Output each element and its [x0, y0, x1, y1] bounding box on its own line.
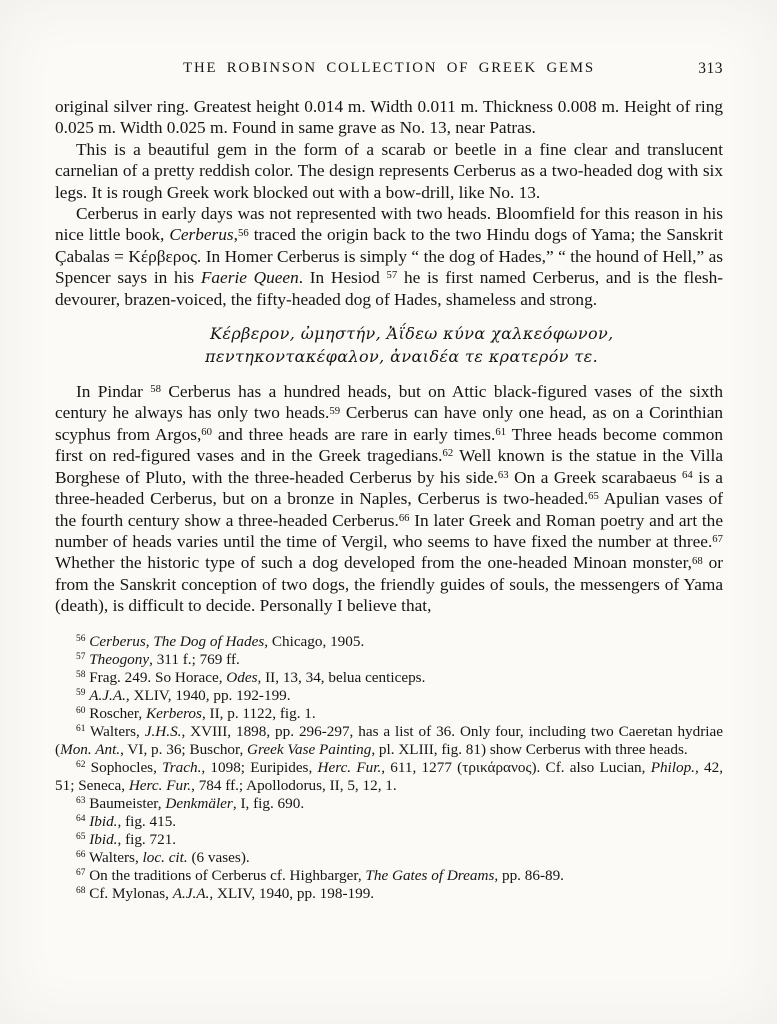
footnote-ref: 66 — [398, 511, 410, 524]
greek-quote-line: πεντηκοντακέφαλον, ἀναιδέα τε κρατερόν τε. — [205, 346, 599, 366]
text-run: or from the Sanskrit conception of two dogs, the friendly guides of souls, the messengers of Yama (death), is difficult to decide. Personally I believe that, — [55, 553, 723, 616]
text-run: Cf. Mylonas, — [89, 884, 173, 902]
footnote — [55, 723, 723, 759]
italic-text: J.H.S. — [144, 722, 182, 740]
text-run: On the traditions of Cerberus cf. Highbarger, — [89, 866, 366, 884]
italic-text: Theogony — [89, 650, 150, 668]
footnote-ref: 56 — [237, 226, 249, 239]
text-run: , 611, 1277 (τρικάρανος). Cf. also Lucian, — [381, 758, 651, 776]
italic-text: Ibid. — [89, 812, 118, 830]
text-run: , XLIV, 1940, pp. 198-199. — [209, 884, 375, 902]
footnote-ref: 60 — [201, 426, 212, 439]
text-run: , — [233, 225, 238, 245]
text-run: , XLIV, 1940, pp. 192-199. — [125, 686, 291, 704]
text-run: Whether the historic type of such a dog developed from the one-headed Minoan monster, — [55, 553, 692, 573]
page-content — [55, 60, 723, 903]
footnote — [55, 795, 723, 813]
text-run: , 1098; Euripides, — [201, 758, 318, 776]
footnote — [55, 705, 723, 723]
text-run: Cerberus in early days was not represented with two heads. Bloomfield for this reason in his nice little book, — [55, 204, 723, 245]
italic-text: A.J.A. — [172, 884, 210, 902]
footnote-ref: 57 — [386, 269, 398, 282]
italic-text: loc. cit. — [142, 848, 188, 866]
italic-text: Cerberus — [169, 225, 234, 245]
footnote-ref: 64 — [682, 468, 693, 481]
italic-text: Ibid. — [89, 830, 118, 848]
italic-text: The Gates of Dreams — [365, 866, 495, 884]
text-run: , fig. 721. — [117, 830, 177, 848]
text-run: (6 vases). — [187, 848, 250, 866]
footnote — [55, 849, 723, 867]
footnote — [55, 867, 723, 885]
text-run: Apulian vases of the fourth century show a three-headed Cerberus. — [55, 489, 723, 530]
footnote-number: 63 — [76, 796, 86, 807]
text-run: traced the origin back to the two Hindu dogs of Yama; the Sanskrit Çabalas = Κέρβερος. In Homer Cerberus is simply “ the dog of Hades,” “ the hound of Hell,” as Spencer says in his — [55, 225, 723, 288]
italic-text: Kerberos — [145, 704, 202, 722]
text-run: , VI, p. 36; Buschor, — [120, 740, 248, 758]
footnote-ref: 63 — [497, 468, 509, 481]
footnote-ref: 67 — [712, 533, 723, 546]
text-run: On a Greek scarabaeus — [508, 467, 683, 487]
page-number: 313 — [698, 60, 723, 77]
text-run: Sophocles, — [90, 758, 163, 776]
text-run: Walters, — [90, 722, 145, 740]
footnote — [55, 813, 723, 831]
text-run: Walters, — [88, 848, 143, 866]
text-run: Frag. 249. So Horace, — [89, 668, 227, 686]
text-run: Well known is the statue in the Villa Borghese of Pluto, with the three-headed Cerberus by his side. — [55, 446, 723, 487]
text-run: Cerberus can have only one head, as on a Corinthian scyphus from Argos, — [55, 403, 724, 444]
footnote-number: 67 — [76, 868, 86, 879]
text-run: , I, fig. 690. — [232, 794, 305, 812]
footnote-ref: 59 — [329, 404, 341, 417]
paragraph — [55, 139, 723, 203]
italic-text: Faerie Queen — [200, 268, 299, 288]
footnote-number: 57 — [76, 652, 86, 663]
footnote — [55, 885, 723, 903]
footnote-number: 62 — [76, 760, 86, 771]
text-run: , XVIII, 1898, pp. 296-297, has a list of 36. Only four, including two Caeretan hydriae ( — [55, 722, 723, 758]
footnote — [55, 633, 723, 651]
footnote-number: 58 — [76, 670, 86, 681]
text-run: , Chicago, 1905. — [264, 632, 365, 650]
running-header — [55, 60, 723, 79]
text-run: Roscher, — [89, 704, 146, 722]
footnote — [55, 687, 723, 705]
footnote-ref: 58 — [150, 383, 162, 396]
text-run: This is a beautiful gem in the form of a scarab or beetle in a fine clear and translucent carnelian of a pretty reddish color. The design represents Cerberus as a two-headed dog with six legs. It is rough Greek work blocked out with a bow-drill, like No. 13. — [55, 139, 723, 202]
footnote-number: 61 — [76, 724, 86, 735]
italic-text: Philop. — [650, 758, 695, 776]
text-run: original silver ring. Greatest height 0.014 m. Width 0.011 m. Thickness 0.008 m. Height of ring 0.025 m. Width 0.025 m. Found in same grave as No. 13, near Patras. — [55, 97, 723, 138]
footnote — [55, 651, 723, 669]
text-run: , II, 13, 34, belua centiceps. — [257, 668, 426, 686]
footnote-ref: 62 — [442, 447, 454, 460]
text-run: In later Greek and Roman poetry and art the number of heads varies until the time of Vergil, who seems to have fixed the number at three. — [55, 510, 723, 551]
footnote — [55, 669, 723, 687]
italic-text: Herc. Fur. — [128, 776, 192, 794]
footnote-ref: 65 — [588, 490, 599, 503]
footnote-ref: 68 — [691, 554, 703, 567]
text-run: In Pindar — [76, 382, 151, 402]
text-run: , 42, 51; Seneca, — [55, 758, 724, 794]
italic-text: Greek Vase Painting — [247, 740, 372, 758]
footnote-number: 59 — [76, 688, 86, 699]
paragraph — [55, 381, 723, 616]
text-run: , 784 ff.; Apollodorus, II, 5, 12, 1. — [191, 776, 397, 794]
italic-text: Herc. Fur. — [317, 758, 382, 776]
text-run: Cerberus has a hundred heads, but on Attic black-figured vases of the sixth century he always has only two heads. — [55, 382, 723, 423]
italic-text: Denkmäler — [165, 794, 233, 812]
italic-text: Trach. — [162, 758, 202, 776]
footnote-number: 56 — [76, 634, 86, 645]
italic-text: Mon. Ant. — [60, 740, 121, 758]
italic-text: Cerberus, The Dog of Hades — [89, 632, 265, 650]
text-run: , 311 f.; 769 ff. — [149, 650, 240, 668]
italic-text: A.J.A. — [89, 686, 126, 704]
text-run: , pp. 86-89. — [494, 866, 564, 884]
text-run: Three heads become common first on red-figured vases and in the Greek tragedians. — [55, 424, 723, 466]
text-run: is a three-headed Cerberus, but on a bronze in Naples, Cerberus is two-headed. — [55, 467, 723, 509]
text-run: . In Hesiod — [298, 268, 387, 288]
text-run: Baumeister, — [89, 794, 166, 812]
footnotes — [55, 633, 723, 903]
footnote — [55, 759, 723, 795]
greek-quote — [205, 323, 723, 368]
italic-text: Odes — [226, 668, 258, 686]
text-run: , pl. XLIII, fig. 81) show Cerberus with three heads. — [371, 740, 688, 758]
footnote — [55, 831, 723, 849]
page-title: THE ROBINSON COLLECTION OF GREEK GEMS — [183, 60, 595, 76]
footnote-number: 60 — [76, 706, 86, 717]
text-run: he is first named Cerberus, and is the flesh-devourer, brazen-voiced, the fifty-headed dog of Hades, shameless and strong. — [55, 268, 723, 309]
body-text — [55, 96, 723, 617]
paragraph — [55, 96, 723, 139]
footnote-number: 64 — [76, 814, 86, 825]
text-run: , fig. 415. — [117, 812, 177, 830]
paragraph — [55, 203, 723, 310]
footnote-number: 65 — [76, 832, 86, 843]
footnote-ref: 61 — [495, 426, 507, 439]
greek-quote-line: Κέρβερον, ὠμηστήν, Ἀΐδεω κύνα χαλκεόφωνον, — [210, 324, 614, 344]
footnote-number: 66 — [76, 850, 86, 861]
text-run: and three heads are rare in early times. — [212, 424, 496, 444]
text-run: , II, p. 1122, fig. 1. — [201, 704, 316, 722]
footnote-number: 68 — [76, 886, 86, 897]
